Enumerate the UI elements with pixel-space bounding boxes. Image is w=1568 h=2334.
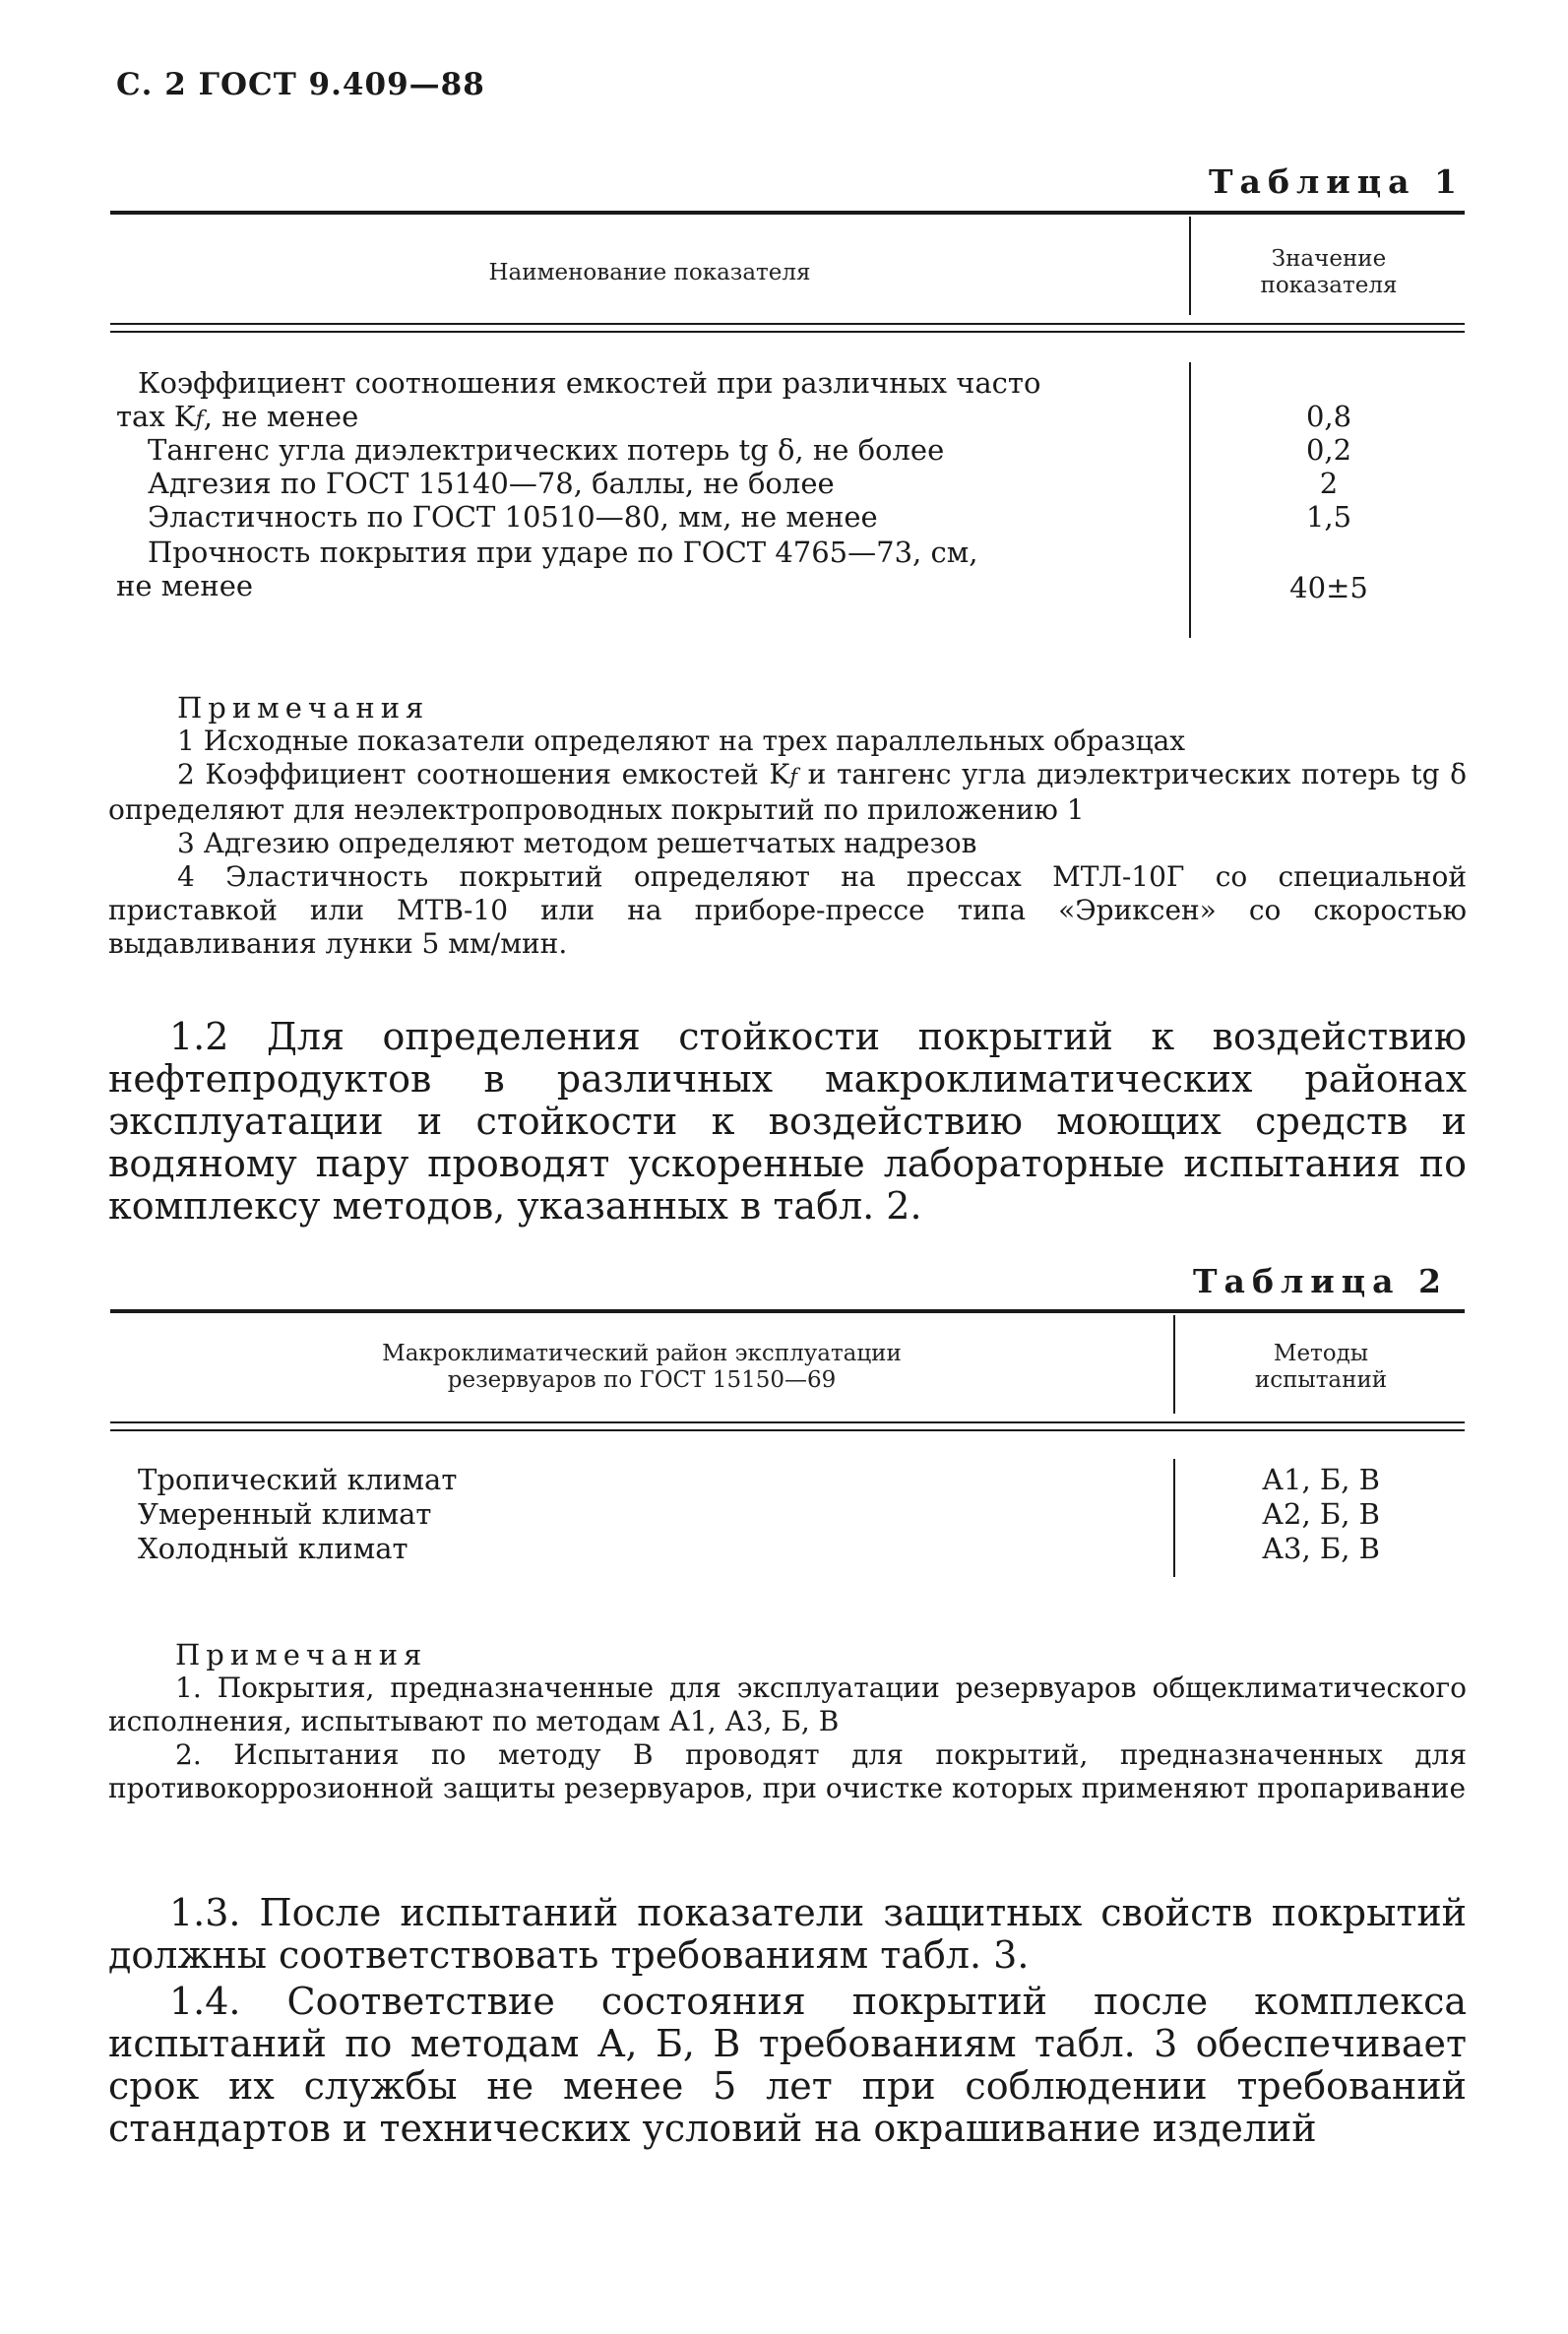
table1-body-divider [1189,362,1191,638]
note-item: 2 Коэффициент соотношения емкостей Kf и тангенс угла диэлектрических потерь tg δ определяют для неэлектропроводных покрытий по приложению 1 [108,758,1467,826]
table2-header-rule-2 [110,1429,1465,1431]
note-item: 1 Исходные показатели определяют на трех параллельных образцах [177,725,1186,757]
table2-header-rule [110,1421,1465,1423]
table2-header-value: Методы испытаний [1254,1341,1388,1393]
table2-header-divider [1173,1315,1175,1414]
note-item: 3 Адгезию определяют методом решетчатых надрезов [177,827,977,859]
paragraph-1-4: 1.4. Соответствие состояния покрытий после комплекса испытаний по методам А, Б, В требованиям табл. 3 обеспечивает срок их службы не менее 5 лет при соблюдении требований стандартов и технических условий на окрашивание изделий [108,1980,1467,2150]
table1-header-name: Наименование показателя [488,260,811,285]
notes1-title: Примечания [177,691,430,725]
row-name-cont: тах Kf, не менее [116,400,359,433]
row-value: 0,2 [1305,433,1352,467]
row-name: Умеренный климат [138,1497,432,1531]
note-item: 4 Эластичность покрытий определяют на прессах МТЛ-10Г со специальной приставкой или МТВ-10 или на приборе-прессе типа «Эриксен» со скоростью выдавливания лунки 5 мм/мин. [108,860,1467,960]
note-item: 2. Испытания по методу В проводят для покрытий, предназначенных для противокоррозионной защиты резервуаров, при очистке которых применяют пропаривание [108,1738,1467,1804]
table1-caption: Таблица 1 [1209,162,1464,201]
table2-header-name: Макроклиматический район эксплуатации резервуаров по ГОСТ 15150—69 [382,1341,902,1393]
row-name: Эластичность по ГОСТ 10510—80, мм, не менее [148,500,878,534]
note-item: 1. Покрытия, предназначенные для эксплуатации резервуаров общеклиматического исполнения, испытывают по методам А1, А3, Б, В [108,1672,1467,1737]
row-value: 40±5 [1289,571,1368,604]
notes2-title: Примечания [175,1638,428,1672]
row-value: А3, Б, В [1262,1532,1380,1565]
table2-top-rule [110,1309,1465,1313]
row-name-cont: не менее [116,569,254,602]
table1-header-value: Значение показателя [1260,246,1398,298]
paragraph-1-3: 1.3. После испытаний показатели защитных свойств покрытий должны соответствовать требованиям табл. 3. [108,1891,1467,1977]
table2-body-divider [1173,1459,1175,1577]
table1-header-rule [110,323,1465,325]
row-value: 1,5 [1305,500,1352,534]
row-name: Прочность покрытия при ударе по ГОСТ 4765—73, см, [148,536,978,569]
paragraph-1-2: 1.2 Для определения стойкости покрытий к воздействию нефтепродуктов в различных макроклиматических районах эксплуатации и стойкости к воздействию моющих средств и водяному пару проводят ускоренные лабораторные испытания по комплексу методов, указанных в табл. 2. [108,1015,1467,1228]
table1-header-rule-2 [110,331,1465,333]
row-value: 2 [1319,467,1339,500]
row-value: А2, Б, В [1262,1497,1380,1531]
row-name: Коэффициент соотношения емкостей при различных часто [138,366,1041,400]
row-name: Тропический климат [138,1463,458,1496]
row-name: Адгезия по ГОСТ 15140—78, баллы, не более [148,467,835,500]
table2-caption: Таблица 2 [1193,1262,1448,1300]
table1-header-divider [1189,217,1191,315]
row-name: Холодный климат [138,1532,408,1565]
row-value: 0,8 [1305,400,1352,433]
row-value: А1, Б, В [1262,1463,1380,1496]
table1-top-rule [110,211,1465,215]
page-header: С. 2 ГОСТ 9.409—88 [116,67,485,102]
row-name: Тангенс угла диэлектрических потерь tg δ, не более [148,433,945,467]
